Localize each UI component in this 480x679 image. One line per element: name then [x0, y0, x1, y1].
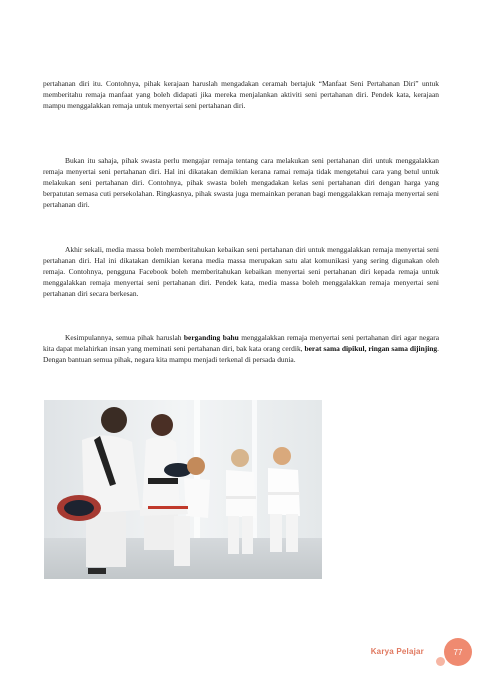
idiom-berganding-bahu: berganding bahu — [183, 333, 239, 342]
page-number: 77 — [453, 647, 463, 657]
peribahasa-berat-sama-dipikul: berat sama dipikul, ringan sama dijinjing — [304, 344, 438, 354]
paragraph-1 — [43, 78, 439, 111]
paragraph-2-text: Bukan itu sahaja, pihak swasta perlu mengajar remaja tentang cara melakukan seni pertahanan diri untuk menggalakkan remaja menyertai seni pertahanan diri. Hal ini dikatakan demikian kerana ramai remaja tidak mengetahui cara yang betul untuk melakukan seni pertahanan diri. Contohnya, pihak swasta boleh mengadakan kelas seni pertahanan diri dengan harga yang berpatutan semasa cuti persekolahan. Ringkasnya, pihak swasta juga memainkan peranan bagi menggalakkan remaja menyertai seni pertahanan diri. — [43, 156, 439, 210]
paragraph-4-part-1: Kesimpulannya, semua pihak haruslah — [65, 333, 184, 342]
paragraph-3-text: Akhir sekali, media massa boleh memberitahukan kebaikan seni pertahanan diri untuk menggalakkan remaja menyertai seni pertahanan diri. Hal ini dikatakan demikian kerana media massa merupakan satu alat komunikasi yang sering digunakan oleh remaja. Contohnya, pengguna Facebook boleh memberitahukan kebaikan menyertai seni pertahanan diri kepada remaja untuk menggalakkan remaja menyertai seni pertahanan diri. Pendek kata, media massa boleh menggalakkan remaja menyertai seni pertahanan diri secara berkesan. — [43, 245, 439, 299]
martial-arts-class-photo — [44, 400, 322, 579]
paragraph-2 — [43, 155, 439, 210]
paragraph-4-text — [43, 332, 439, 365]
paragraph-4-part-3: . Dengan bantuan semua pihak, negara kita mampu menjadi terkenal di persada dunia. — [43, 344, 439, 365]
paragraph-4-part-2: menggalakkan remaja menyertai seni pertahanan diri agar negara kita dapat melahirkan insan yang meminati seni pertahanan diri, bak kata orang cerdik, — [43, 333, 439, 354]
page-number-badge — [444, 638, 472, 666]
paragraph-1-text: pertahanan diri itu. Contohnya, pihak kerajaan haruslah mengadakan ceramah bertajuk “Manfaat Seni Pertahanan Diri” untuk memberitahu remaja manfaat yang boleh didapati jika mereka menjalankan aktiviti seni pertahanan diri. Pendek kata, kerajaan mampu menggalakkan remaja untuk menyertai seni pertahanan diri. — [43, 79, 439, 111]
decorative-dot — [436, 657, 445, 666]
footer-label: Karya Pelajar — [370, 647, 424, 656]
paragraph-4 — [43, 332, 439, 365]
paragraph-3 — [43, 244, 439, 299]
